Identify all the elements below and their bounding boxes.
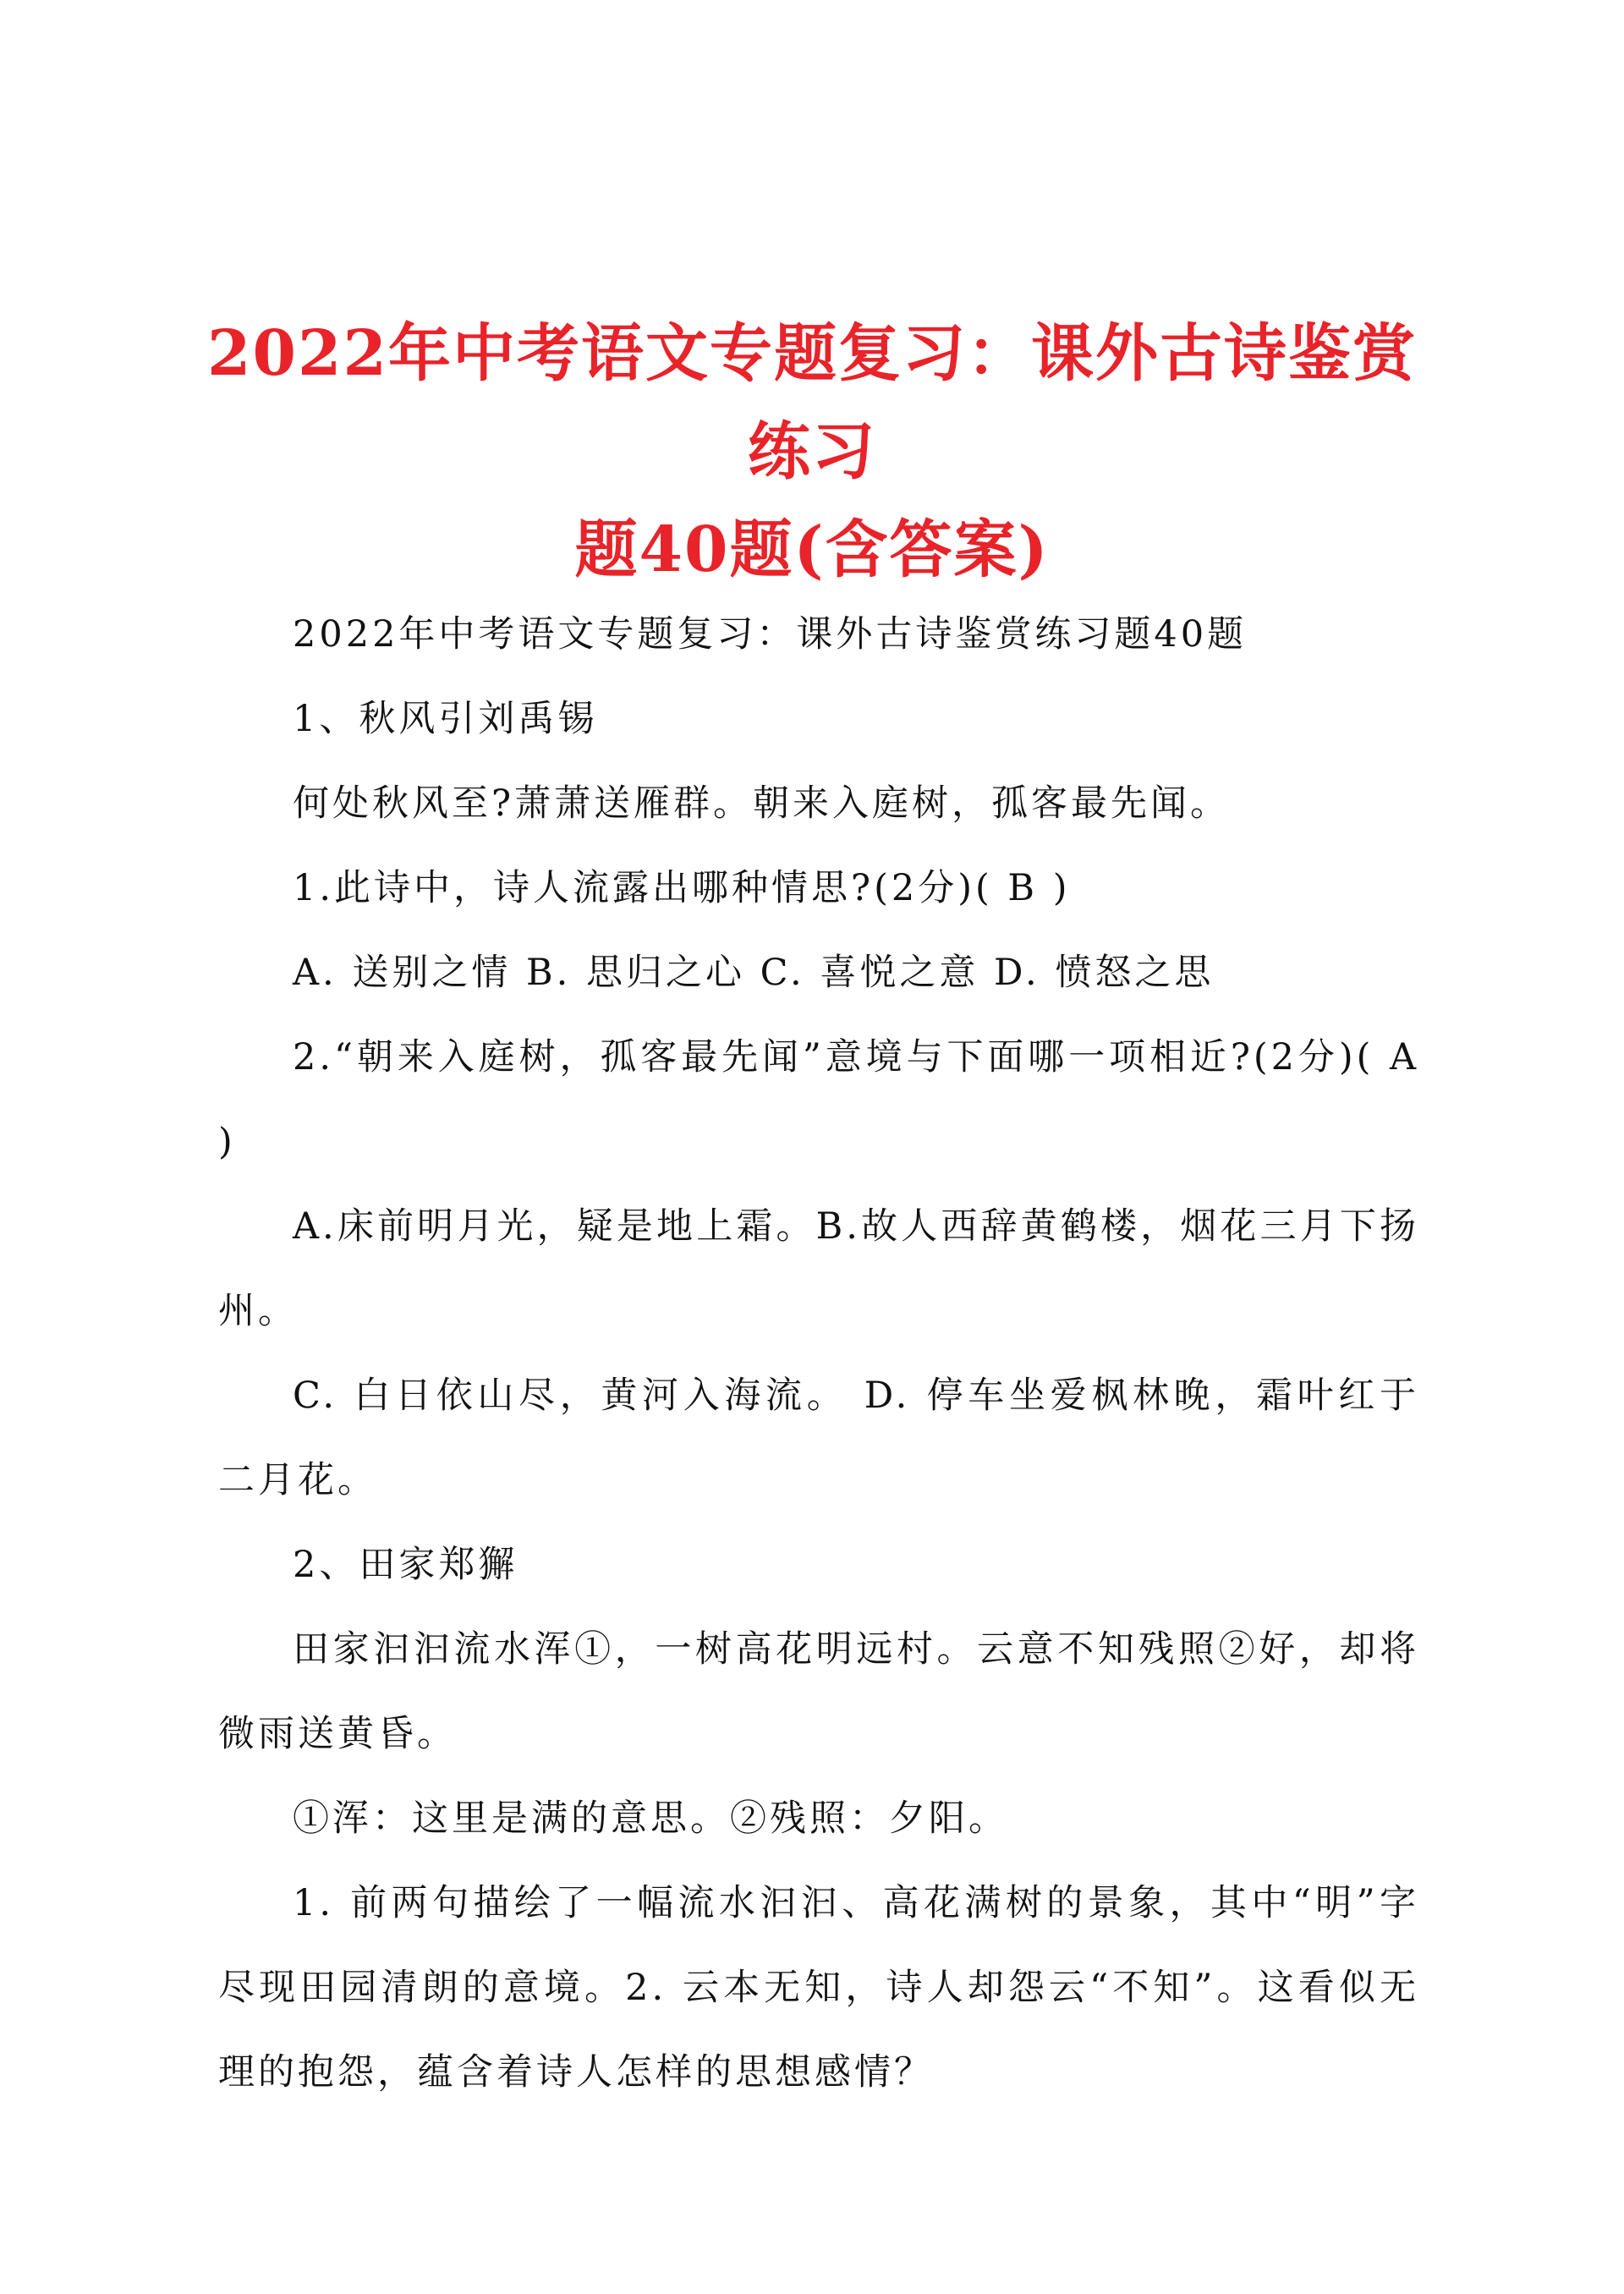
document-title [186, 305, 1438, 599]
document-body [218, 592, 1419, 2115]
title-line-1: 2022年中考语文专题复习：课外古诗鉴赏练习 [207, 317, 1417, 488]
paragraph-options-2a: A.床前明月光，疑是地上霜。B.故人西辞黄鹤楼，烟花三月下扬州。 [218, 1205, 1419, 1332]
title-line-2: 题40题(含答案) [574, 513, 1050, 586]
paragraph-poem1-text: 何处秋风至?萧萧送雁群。朝来入庭树，孤客最先闻。 [293, 782, 1231, 825]
paragraph-options-1: A. 送别之情 B. 思归之心 C. 喜悦之意 D. 愤怒之思 [293, 952, 1215, 994]
paragraph-poem2-questions: 1. 前两句描绘了一幅流水汩汩、高花满树的景象，其中“明”字尽现田园清朗的意境。2. 云本无知，诗人却怨云“不知”。这看似无理的抱怨，蕴含着诗人怎样的思想感情？ [218, 1882, 1419, 2094]
paragraph-question-1: 1.此诗中，诗人流露出哪种情思?(2分)( B ) [293, 867, 1071, 909]
paragraph-poem2-notes: ①浑：这里是满的意思。②残照：夕阳。 [293, 1797, 1008, 1840]
paragraph-poem2-text: 田家汩汩流水浑①，一树高花明远村。云意不知残照②好，却将微雨送黄昏。 [218, 1628, 1419, 1755]
paragraph-subtitle: 2022年中考语文专题复习：课外古诗鉴赏练习题40题 [293, 613, 1248, 656]
paragraph-poem2-heading: 2、田家郑獬 [293, 1544, 518, 1586]
paragraph-poem1-heading: 1、秋风引刘禹锡 [293, 698, 598, 740]
paragraph-question-2: 2.“朝来入庭树，孤客最先闻”意境与下面哪一项相近?(2分)( A ) [218, 1036, 1419, 1163]
paragraph-options-2b: C. 白日依山尽，黄河入海流。 D. 停车坐爱枫林晚，霜叶红于二月花。 [218, 1375, 1419, 1501]
